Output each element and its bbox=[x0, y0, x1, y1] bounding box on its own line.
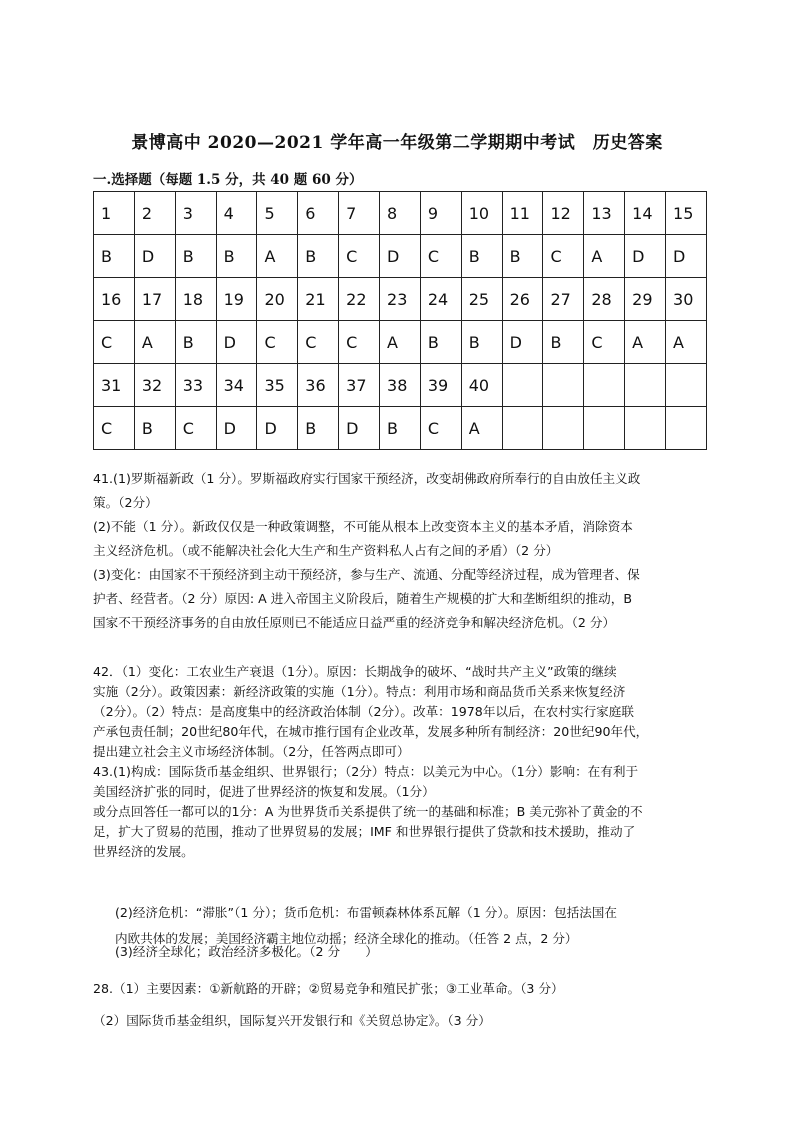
question-number-cell: 20 bbox=[257, 278, 298, 321]
answer-cell: C bbox=[584, 321, 625, 364]
question-number-cell: 21 bbox=[298, 278, 339, 321]
q42-line: 提出建立社会主义市场经济体制。（2分，任答两点即可） bbox=[93, 744, 410, 759]
answer-cell: C bbox=[175, 407, 216, 450]
question-number-cell: 22 bbox=[339, 278, 380, 321]
q43-3-line: (3)经济全球化；政治经济多极化。（2 分 ） bbox=[115, 944, 378, 959]
answer-cell bbox=[502, 407, 543, 450]
question-number-cell: 36 bbox=[298, 364, 339, 407]
question-number-cell: 8 bbox=[380, 192, 421, 235]
q43-part3 bbox=[93, 940, 731, 964]
answer-cell bbox=[666, 407, 707, 450]
answer-cell: C bbox=[339, 235, 380, 278]
answer-cell: B bbox=[216, 235, 257, 278]
answer-cell: D bbox=[502, 321, 543, 364]
q43-2-line: 内欧共体的发展；美国经济霸主地位动摇；经济全球化的推动。（任答 2 点，2 分） bbox=[115, 931, 578, 946]
answer-cell: A bbox=[134, 321, 175, 364]
answer-cell: B bbox=[420, 321, 461, 364]
question-number-cell: 34 bbox=[216, 364, 257, 407]
q43-line: 美国经济扩张的同时，促进了世界经济的恢复和发展。（1分） bbox=[93, 784, 435, 799]
answer-cell: C bbox=[94, 321, 135, 364]
answer-cell: C bbox=[94, 407, 135, 450]
question-number-cell: 40 bbox=[461, 364, 502, 407]
section-heading-choice: 一.选择题（每题 1.5 分，共 40 题 60 分） bbox=[93, 172, 363, 188]
q42-line: 产承包责任制；20世纪80年代，在城市推行国有企业改革，发展多种所有制经济：20世纪90年代， bbox=[93, 724, 649, 739]
answer-cell: A bbox=[666, 321, 707, 364]
question-number-cell: 38 bbox=[380, 364, 421, 407]
answer-cell bbox=[625, 407, 666, 450]
answer-cell: A bbox=[257, 235, 298, 278]
q42-line: （2分）。（2）特点：是高度集中的经济政治体制（2分）。改革：1978年以后，在农村实行家庭联 bbox=[93, 704, 634, 719]
answer-table-row bbox=[94, 321, 707, 364]
question-number-cell: 1 bbox=[94, 192, 135, 235]
question-number-cell: 33 bbox=[175, 364, 216, 407]
answer-cell: B bbox=[298, 407, 339, 450]
question-number-cell: 32 bbox=[134, 364, 175, 407]
question-number-cell: 14 bbox=[625, 192, 666, 235]
answer-table-row bbox=[94, 364, 707, 407]
answer-cell: A bbox=[625, 321, 666, 364]
question-number-cell bbox=[666, 364, 707, 407]
question-number-cell: 37 bbox=[339, 364, 380, 407]
answer-cell: B bbox=[502, 235, 543, 278]
question-number-cell: 26 bbox=[502, 278, 543, 321]
answer-cell: B bbox=[175, 321, 216, 364]
answer-cell: D bbox=[134, 235, 175, 278]
answer-table bbox=[93, 191, 707, 450]
question-number-cell: 31 bbox=[94, 364, 135, 407]
answer-cell: B bbox=[175, 235, 216, 278]
question-number-cell: 24 bbox=[420, 278, 461, 321]
answer-cell: B bbox=[380, 407, 421, 450]
question-number-cell: 27 bbox=[543, 278, 584, 321]
answer-cell: B bbox=[134, 407, 175, 450]
q28-line: （2）国际货币基金组织，国际复兴开发银行和《关贸总协定》。（3 分） bbox=[93, 1013, 491, 1028]
question-number-cell: 28 bbox=[584, 278, 625, 321]
question-number-cell: 3 bbox=[175, 192, 216, 235]
question-number-cell: 35 bbox=[257, 364, 298, 407]
q43-line: 足，扩大了贸易的范围，推动了世界贸易的发展；IMF 和世界银行提供了贷款和技术援助，推动了 bbox=[93, 824, 636, 839]
question-number-cell: 25 bbox=[461, 278, 502, 321]
q43-line: 或分点回答任一都可以的1分：A 为世界货币关系提供了统一的基础和标准；B 美元弥补了黄金的不 bbox=[93, 804, 643, 819]
q41-line: 护者、经营者。（2 分）原因: A 进入帝国主义阶段后，随着生产规模的扩大和垄断组织的推动，B bbox=[93, 591, 632, 606]
question-number-cell: 13 bbox=[584, 192, 625, 235]
question-number-cell: 11 bbox=[502, 192, 543, 235]
question-number-cell: 29 bbox=[625, 278, 666, 321]
answer-cell: A bbox=[461, 407, 502, 450]
page-title: 景博高中 2020—2021 学年高一年级第二学期期中考试 历史答案 bbox=[131, 133, 663, 153]
question-number-cell: 4 bbox=[216, 192, 257, 235]
question-number-cell bbox=[625, 364, 666, 407]
answer-cell: D bbox=[625, 235, 666, 278]
question-number-cell: 9 bbox=[420, 192, 461, 235]
answer-cell: A bbox=[584, 235, 625, 278]
question-number-cell: 30 bbox=[666, 278, 707, 321]
question-number-cell: 12 bbox=[543, 192, 584, 235]
q28-line: 28.（1）主要因素：①新航路的开辟；②贸易竞争和殖民扩张；③工业革命。（3 分） bbox=[93, 981, 564, 996]
question-number-cell: 23 bbox=[380, 278, 421, 321]
q41-line: (3)变化：由国家不干预经济到主动干预经济，参与生产、流通、分配等经济过程，成为管理者、保 bbox=[93, 567, 640, 582]
q43-line: 43.(1)构成：国际货币基金组织、世界银行；（2分）特点：以美元为中心。（1分）影响：在有利于 bbox=[93, 764, 639, 779]
answer-cell: D bbox=[257, 407, 298, 450]
answer-cell: B bbox=[461, 321, 502, 364]
q28-answer bbox=[93, 973, 709, 1037]
answer-cell: C bbox=[420, 235, 461, 278]
question-number-cell: 6 bbox=[298, 192, 339, 235]
q41-line: 主义经济危机。（或不能解决社会化大生产和生产资料私人占有之间的矛盾）（2 分） bbox=[93, 543, 559, 558]
answer-cell bbox=[543, 407, 584, 450]
answer-cell: B bbox=[298, 235, 339, 278]
answer-cell: B bbox=[461, 235, 502, 278]
question-number-cell: 7 bbox=[339, 192, 380, 235]
answer-cell: C bbox=[420, 407, 461, 450]
answer-table-row bbox=[94, 192, 707, 235]
answer-table-row bbox=[94, 278, 707, 321]
question-number-cell bbox=[543, 364, 584, 407]
answer-cell: A bbox=[380, 321, 421, 364]
q41-line: 国家不干预经济事务的自由放任原则已不能适应日益严重的经济竞争和解决经济危机。（2 分） bbox=[93, 615, 616, 630]
answer-cell: D bbox=[216, 321, 257, 364]
answer-cell: D bbox=[339, 407, 380, 450]
question-number-cell: 39 bbox=[420, 364, 461, 407]
q42-line: 实施（2分）。政策因素：新经济政策的实施（1分）。特点：利用市场和商品货币关系来恢复经济 bbox=[93, 684, 626, 699]
answer-table-row bbox=[94, 407, 707, 450]
answer-cell: D bbox=[216, 407, 257, 450]
q41-line: 策。（2分） bbox=[93, 495, 158, 510]
answer-cell bbox=[584, 407, 625, 450]
answer-table-row bbox=[94, 235, 707, 278]
q42-line: 42．（1）变化：工农业生产衰退（1分）。原因：长期战争的破坏、“战时共产主义”政策的继续 bbox=[93, 664, 617, 679]
question-number-cell bbox=[584, 364, 625, 407]
answer-cell: D bbox=[380, 235, 421, 278]
question-number-cell: 2 bbox=[134, 192, 175, 235]
q41-line: (2)不能（1 分）。新政仅仅是一种政策调整，不可能从根本上改变资本主义的基本矛盾，消除资本 bbox=[93, 519, 633, 534]
question-number-cell: 5 bbox=[257, 192, 298, 235]
question-number-cell: 16 bbox=[94, 278, 135, 321]
q42-answer bbox=[93, 662, 709, 862]
answer-cell: C bbox=[257, 321, 298, 364]
q41-answer bbox=[93, 467, 709, 635]
question-number-cell: 15 bbox=[666, 192, 707, 235]
question-number-cell bbox=[502, 364, 543, 407]
answer-cell: C bbox=[339, 321, 380, 364]
q43-2-line: (2)经济危机：“滞胀”（1 分）；货币危机：布雷顿森林体系瓦解（1 分）。原因：包括法国在 bbox=[115, 905, 617, 920]
question-number-cell: 10 bbox=[461, 192, 502, 235]
question-number-cell: 17 bbox=[134, 278, 175, 321]
q43-line: 世界经济的发展。 bbox=[93, 844, 194, 859]
answer-cell: C bbox=[298, 321, 339, 364]
answer-cell: D bbox=[666, 235, 707, 278]
answer-cell: B bbox=[543, 321, 584, 364]
answer-cell: C bbox=[543, 235, 584, 278]
question-number-cell: 19 bbox=[216, 278, 257, 321]
answer-cell: B bbox=[94, 235, 135, 278]
question-number-cell: 18 bbox=[175, 278, 216, 321]
q41-line: 41.(1)罗斯福新政（1 分）。罗斯福政府实行国家干预经济，改变胡佛政府所奉行的自由放任主义政 bbox=[93, 471, 641, 486]
